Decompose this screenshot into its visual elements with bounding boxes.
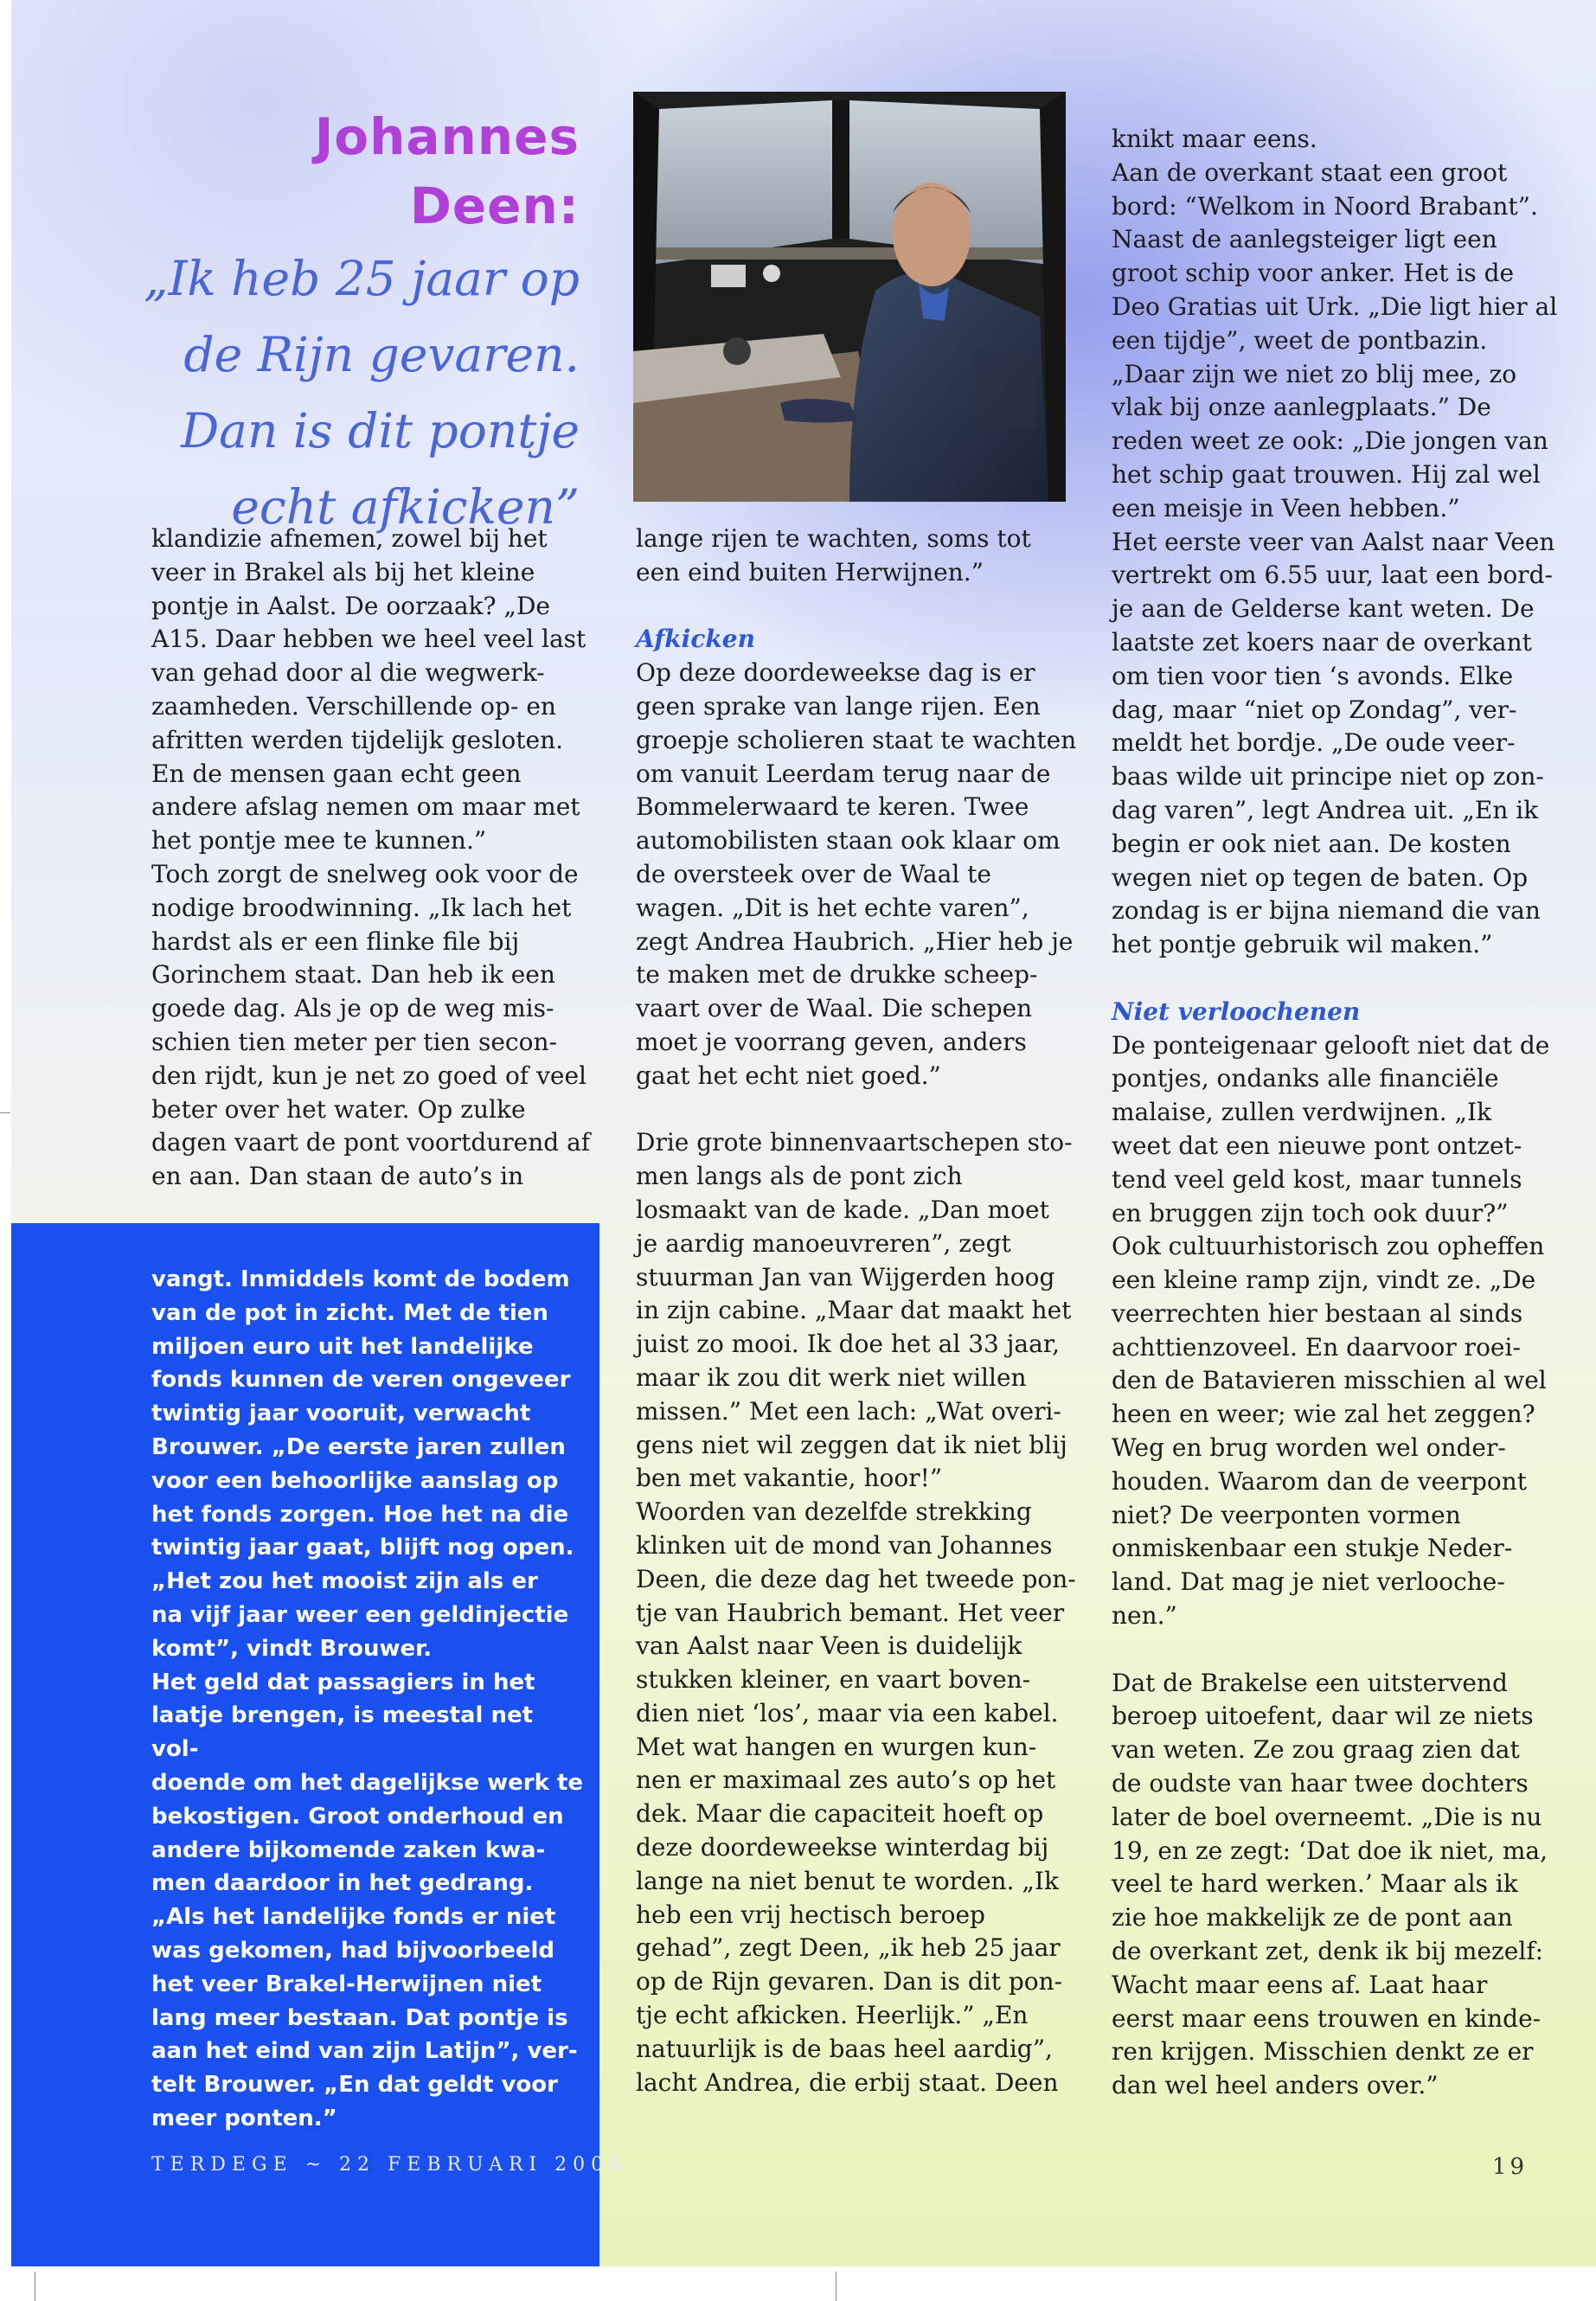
text-line: deze doordeweekse winterdag bij — [636, 1833, 1049, 1862]
text-line: nen er maximaal zes auto’s op het — [636, 1766, 1056, 1795]
text-line: vaart over de Waal. Die schepen — [636, 994, 1033, 1023]
text-line: afritten werden tijdelijk gesloten. — [151, 725, 564, 754]
text-line: men langs als de pont zich — [636, 1162, 963, 1191]
text-line: lang meer bestaan. Dat pontje is — [151, 2004, 568, 2031]
text-line: komt”, vindt Brouwer. — [151, 1635, 433, 1662]
text-line: Drie grote binnenvaartschepen sto- — [636, 1128, 1073, 1157]
photo-ferry-captain — [633, 92, 1066, 502]
text-line: hardst als er een flinke file bij — [151, 926, 520, 956]
headline — [130, 102, 580, 545]
paragraph-gap — [1112, 962, 1579, 996]
text-line: de overkant zet, denk ik bij mezelf: — [1112, 1937, 1544, 1966]
headline-quote-line: „Ik heb 25 jaar op — [144, 251, 580, 306]
text-line: gehad”, zegt Deen, „ik heb 25 jaar — [636, 1933, 1061, 1963]
text-line: Ook cultuurhistorisch zou opheffen — [1112, 1232, 1545, 1261]
text-line: lange na niet benut te worden. „Ik — [636, 1866, 1059, 1895]
text-line: van gehad door al die wegwerk- — [151, 658, 545, 688]
text-line: tje echt afkicken. Heerlijk.” „En — [636, 2001, 1029, 2030]
text-line: meldt het bordje. „De oude veer- — [1112, 728, 1516, 758]
text-line: „Daar zijn we niet zo blij mee, zo — [1112, 359, 1517, 388]
text-line: dagen vaart de pont voortdurend af — [151, 1128, 591, 1157]
page-margin-bottom — [0, 2266, 1596, 2301]
text-line: tend veel geld kost, maar tunnels — [1112, 1164, 1522, 1194]
text-line: Toch zorgt de snelweg ook voor de — [151, 859, 579, 888]
text-line: telt Brouwer. „En dat geldt voor — [151, 2072, 558, 2099]
text-line: het pontje mee te kunnen.” — [151, 826, 487, 856]
text-line: beter over het water. Op zulke — [151, 1094, 526, 1124]
text-line: twintig jaar vooruit, verwacht — [151, 1400, 531, 1427]
text-line: automobilisten staan ook klaar om — [636, 826, 1061, 856]
text-line: men daardoor in het gedrang. — [151, 1870, 534, 1897]
text-line: onmiskenbaar een stukje Neder- — [1112, 1534, 1513, 1563]
text-line: reden weet ze ook: „Die jongen van — [1112, 426, 1548, 456]
text-line: stuurman Jan van Wijgerden hoog — [636, 1262, 1055, 1292]
text-line: begin er ook niet aan. De kosten — [1112, 829, 1511, 858]
text-line: vertrekt om 6.55 uur, laat een bord- — [1112, 561, 1553, 590]
text-line: vlak bij onze aanlegplaats.” De — [1112, 393, 1491, 422]
text-line: het pontje gebruik wil maken.” — [1112, 930, 1493, 959]
text-line: missen.” Met een lach: „Wat overi- — [636, 1396, 1061, 1426]
text-line: Deen, die deze dag het tweede pon- — [636, 1564, 1076, 1593]
text-line: een meisje in Veen hebben.” — [1112, 493, 1460, 522]
text-line: de oudste van haar twee dochters — [1112, 1769, 1529, 1798]
text-line: beroep uitoefent, daar wil ze niets — [1112, 1702, 1534, 1731]
text-line: dag varen”, legt Andrea uit. „En ik — [1112, 795, 1539, 824]
text-line: je aan de Gelderse kant weten. De — [1112, 594, 1535, 624]
text-line: natuurlijk is de baas heel aardig”, — [636, 2034, 1053, 2063]
text-line: zegt Andrea Haubrich. „Hier heb je — [636, 926, 1074, 956]
headline-quote-line: echt afkicken” — [231, 479, 580, 535]
text-line: een kleine ramp zijn, vindt ze. „De — [1112, 1266, 1536, 1295]
text-line: andere bijkomende zaken kwa- — [151, 1836, 546, 1863]
text-line: Het geld dat passagiers in het — [151, 1669, 535, 1695]
text-line: houden. Waarom dan de veerpont — [1112, 1466, 1528, 1496]
paragraph-gap — [1112, 1633, 1579, 1667]
text-line: geen sprake van lange rijen. Een — [636, 691, 1041, 721]
page-margin-left — [0, 0, 11, 2301]
text-line: van de pot in zicht. Met de tien — [151, 1299, 548, 1326]
text-line: het schip gaat trouwen. Hij zal wel — [1112, 459, 1541, 489]
text-line: Bommelerwaard te keren. Twee — [636, 792, 1029, 822]
paragraph-gap — [636, 1093, 1077, 1127]
text-line: 19, en ze zegt: ‘Dat doe ik niet, ma, — [1112, 1836, 1548, 1865]
subheading-afkicken: Afkicken — [636, 625, 755, 654]
headline-name: Johannes Deen: — [314, 107, 580, 235]
text-line: de oversteek over de Waal te — [636, 859, 991, 888]
text-line: „Als het landelijke fonds er niet — [151, 1904, 556, 1931]
text-line: knikt maar eens. — [1112, 125, 1317, 153]
text-line: een eind buiten Herwijnen.” — [636, 557, 984, 586]
text-line: juist zo mooi. Ik doe het al 33 jaar, — [636, 1330, 1061, 1359]
text-line: veerrechten hier bestaan al sinds — [1112, 1298, 1523, 1328]
text-line: en bruggen zijn toch ook duur?” — [1112, 1198, 1509, 1227]
text-line: „Het zou het mooist zijn als er — [151, 1568, 538, 1595]
subheading-niet-verloochenen: Niet verloochenen — [1112, 997, 1361, 1026]
text-line: van weten. Ze zou graag zien dat — [1112, 1735, 1520, 1765]
text-line: fonds kunnen de veren ongeveer — [151, 1367, 571, 1394]
text-line: groepje scholieren staat te wachten — [636, 725, 1077, 754]
paragraph-gap — [636, 590, 1077, 624]
text-line: den rijdt, kun je net zo goed of veel — [151, 1061, 586, 1090]
text-line: vangt. Inmiddels komt de bodem — [151, 1266, 570, 1292]
text-line: Deo Gratias uit Urk. „Die ligt hier al — [1112, 292, 1558, 321]
text-line: tje van Haubrich bemant. Het veer — [636, 1598, 1065, 1627]
text-line: eerst maar eens trouwen en kinde- — [1112, 2003, 1542, 2033]
text-line: Op deze doordeweekse dag is er — [636, 658, 1035, 688]
text-line: Woorden van dezelfde strekking — [636, 1497, 1032, 1527]
text-line: miljoen euro uit het landelijke — [151, 1333, 534, 1360]
text-line: zondag is er bijna niemand die van — [1112, 896, 1541, 926]
page-number: 19 — [1492, 2154, 1529, 2180]
headline-quote-line: de Rijn gevaren. — [183, 327, 580, 382]
text-line: achttienzoveel. En daarvoor roei- — [1112, 1332, 1521, 1362]
text-line: land. Dat mag je niet verlooche- — [1112, 1567, 1505, 1597]
text-line: op de Rijn gevaren. Dan is dit pon- — [636, 1967, 1063, 1997]
text-line: losmaakt van de kade. „Dan moet — [636, 1195, 1049, 1224]
text-line: heb een vrij hectisch beroep — [636, 1900, 985, 1929]
text-line: veer in Brakel als bij het kleine — [151, 557, 535, 586]
text-line: klandizie afnemen, zowel bij het — [151, 524, 548, 553]
text-line: Brouwer. „De eerste jaren zullen — [151, 1433, 566, 1460]
text-line: van Aalst naar Veen is duidelijk — [636, 1631, 1022, 1661]
blue-sidebar-text — [151, 1263, 584, 2136]
column-3 — [1112, 123, 1579, 2103]
text-line: stukken kleiner, en vaart boven- — [636, 1665, 1031, 1695]
text-line: groot schip voor anker. Het is de — [1112, 259, 1515, 288]
text-line: zie hoe makkelijk ze de pont aan — [1112, 1903, 1513, 1932]
text-line: het veer Brakel-Herwijnen niet — [151, 1971, 542, 1997]
text-line: was gekomen, had bijvoorbeeld — [151, 1937, 555, 1964]
text-line: in zijn cabine. „Maar dat maakt het — [636, 1296, 1072, 1325]
text-line: goede dag. Als je op de weg mis- — [151, 994, 554, 1023]
text-line: laatje brengen, is meestal net vol- — [151, 1702, 534, 1763]
text-line: schien tien meter per tien secon- — [151, 1027, 557, 1056]
text-line: wegen niet op tegen de baten. Op — [1112, 862, 1529, 892]
text-line: Wacht maar eens af. Laat haar — [1112, 1970, 1488, 1999]
text-line: dek. Maar die capaciteit hoeft op — [636, 1799, 1044, 1829]
column-2 — [636, 522, 1077, 2099]
text-line: ren krijgen. Misschien denkt ze er — [1112, 2037, 1534, 2067]
text-line: je aardig manoeuvreren”, zegt — [636, 1228, 1011, 1258]
text-line: pontje in Aalst. De oorzaak? „De — [151, 591, 550, 620]
text-line: om tien voor tien ‘s avonds. Elke — [1112, 661, 1514, 690]
text-line: om vanuit Leerdam terug naar de — [636, 759, 1051, 788]
text-line: gens niet wil zeggen dat ik niet blij — [636, 1430, 1067, 1459]
text-line: laatste zet koers naar de overkant — [1112, 627, 1532, 657]
text-line: veel te hard werken.’ Maar als ik — [1112, 1869, 1518, 1899]
text-line: Het eerste veer van Aalst naar Veen — [1112, 527, 1555, 556]
text-line: klinken uit de mond van Johannes — [636, 1530, 1053, 1560]
text-line: en aan. Dan staan de auto’s in — [151, 1162, 524, 1191]
text-line: gaat het echt niet goed.” — [636, 1061, 941, 1090]
text-line: een tijdje”, weet de pontbazin. — [1112, 325, 1488, 355]
text-line: later de boel overneemt. „Die is nu — [1112, 1802, 1542, 1831]
column-1 — [151, 522, 593, 1194]
text-line: Naast de aanlegsteiger ligt een — [1112, 225, 1497, 254]
text-line: Met wat hangen en wurgen kun- — [636, 1732, 1037, 1761]
headline-quote-line: Dan is dit pontje — [181, 403, 580, 458]
text-line: na vijf jaar weer een geldinjectie — [151, 1601, 569, 1628]
text-line: pontjes, ondanks alle financiële — [1112, 1064, 1499, 1093]
photo-ferry-captain-image — [633, 92, 1066, 502]
text-line: twintig jaar gaat, blijft nog open. — [151, 1535, 574, 1561]
text-line: Gorinchem staat. Dan heb ik een — [151, 960, 555, 990]
text-line: Aan de overkant staat een groot — [1112, 157, 1508, 187]
text-line: nen.” — [1112, 1601, 1177, 1631]
text-line: voor een behoorlijke aanslag op — [151, 1467, 559, 1494]
text-line: lacht Andrea, die erbij staat. Deen — [636, 2067, 1059, 2097]
text-line: A15. Daar hebben we heel veel last — [151, 625, 586, 654]
text-line: dan wel heel anders over.” — [1112, 2071, 1439, 2100]
text-line: En de mensen gaan echt geen — [151, 759, 522, 788]
text-line: baas wilde uit principe niet op zon- — [1112, 762, 1544, 792]
text-line: ben met vakantie, hoor!” — [636, 1464, 943, 1493]
text-line: dag, maar “niet op Zondag”, ver- — [1112, 695, 1517, 724]
text-line: bord: “Welkom in Noord Brabant”. — [1112, 191, 1538, 221]
crop-mark — [0, 1112, 10, 1113]
text-line: niet? De veerponten vormen — [1112, 1500, 1461, 1529]
text-line: te maken met de drukke scheep- — [636, 960, 1038, 990]
text-line: meer ponten.” — [151, 2105, 337, 2131]
text-line: dien niet ‘los’, maar via een kabel. — [636, 1698, 1059, 1727]
text-line: heen en weer; wie zal het zeggen? — [1112, 1400, 1535, 1429]
text-line: nodige broodwinning. „Ik lach het — [151, 893, 572, 922]
text-line: het fonds zorgen. Hoe het na die — [151, 1501, 569, 1528]
text-line: doende om het dagelijkse werk te — [151, 1769, 584, 1796]
text-line: moet je voorrang geven, anders — [636, 1027, 1027, 1056]
text-line: aan het eind van zijn Latijn”, ver- — [151, 2038, 578, 2065]
text-line: maar ik zou dit werk niet willen — [636, 1362, 1027, 1392]
text-line: den de Batavieren misschien al wel — [1112, 1366, 1547, 1395]
text-line: Dat de Brakelse een uitstervend — [1112, 1668, 1508, 1697]
text-line: weet dat een nieuwe pont ontzet- — [1112, 1131, 1522, 1160]
text-line: lange rijen te wachten, soms tot — [636, 524, 1031, 553]
text-line: wagen. „Dit is het echte varen”, — [636, 893, 1029, 922]
text-line: Weg en brug worden wel onder- — [1112, 1433, 1506, 1463]
text-line: andere afslag nemen om maar met — [151, 792, 580, 822]
text-line: malaise, zullen verdwijnen. „Ik — [1112, 1098, 1492, 1127]
text-line: zaamheden. Verschillende op- en — [151, 691, 556, 721]
text-line: bekostigen. Groot onderhoud en — [151, 1803, 564, 1830]
footer-publication: TERDEGE ~ 22 FEBRUARI 2006 — [151, 2154, 628, 2176]
text-line: De ponteigenaar gelooft niet dat de — [1112, 1030, 1550, 1060]
